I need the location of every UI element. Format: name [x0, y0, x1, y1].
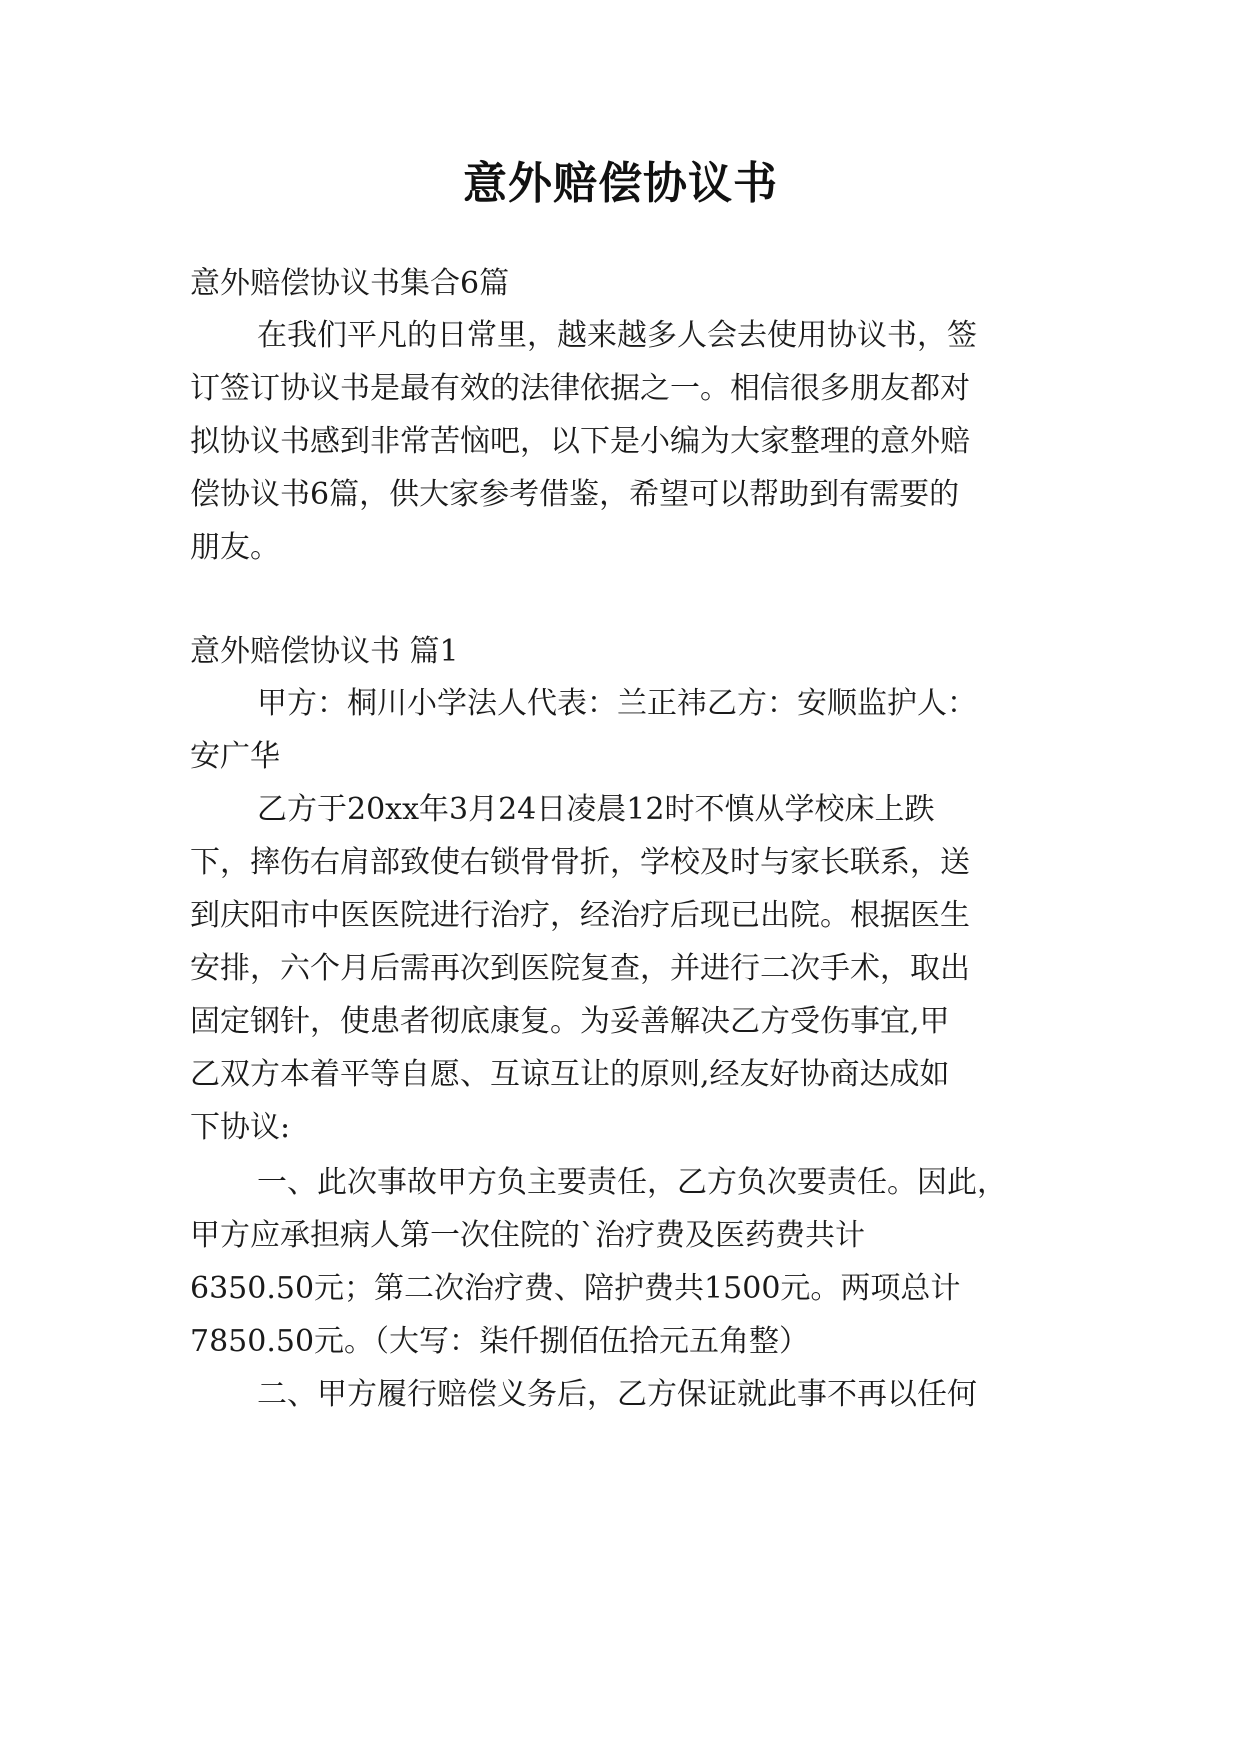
document-title: 意外赔偿协议书 [463, 158, 778, 209]
document-page: 意外赔偿协议书 意外赔偿协议书集合6篇 在我们平凡的日常里，越来越多人会去使用协议书，签 订签订协议书是最有效的法律依据之一。相信很多朋友都对 拟协议书感到非常苦恼吧，以下是小编为大家整理的意外赔 偿协议书6篇，供大家参考借鉴，希望可以帮助到有需要的 朋友。 意外赔偿协议书 篇1 甲方：桐川小学法人代表：兰正祎乙方：安顺监护人： 安广华 乙方于20xx年3月24日凌晨12时不慎从学校床上跌 下，摔伤右肩部致使右锁骨骨折，学校及时与家长联系，送 到庆阳市中医医院进行治疗，经治疗后现已出院。根据医生 安排，六个月后需再次到医院复查，并进行二次手术，取出 固定钢针，使患者彻底康复。为妥善解决乙方受伤事宜,甲 乙双方本着平等自愿、互谅互让的原则,经友好协商达成如 下协议: 一、此次事故甲方负主要责任，乙方负次要责任。因此， 甲方应承担病人第一次住院的`治疗费及医药费共计 6350.50元；第二次治疗费、陪护费共1500元。两项总计 7850.50元。（大写：柒仟捌佰伍拾元五角整） 二、甲方履行赔偿义务后，乙方保证就此事不再以任何 [0, 0, 1241, 1754]
